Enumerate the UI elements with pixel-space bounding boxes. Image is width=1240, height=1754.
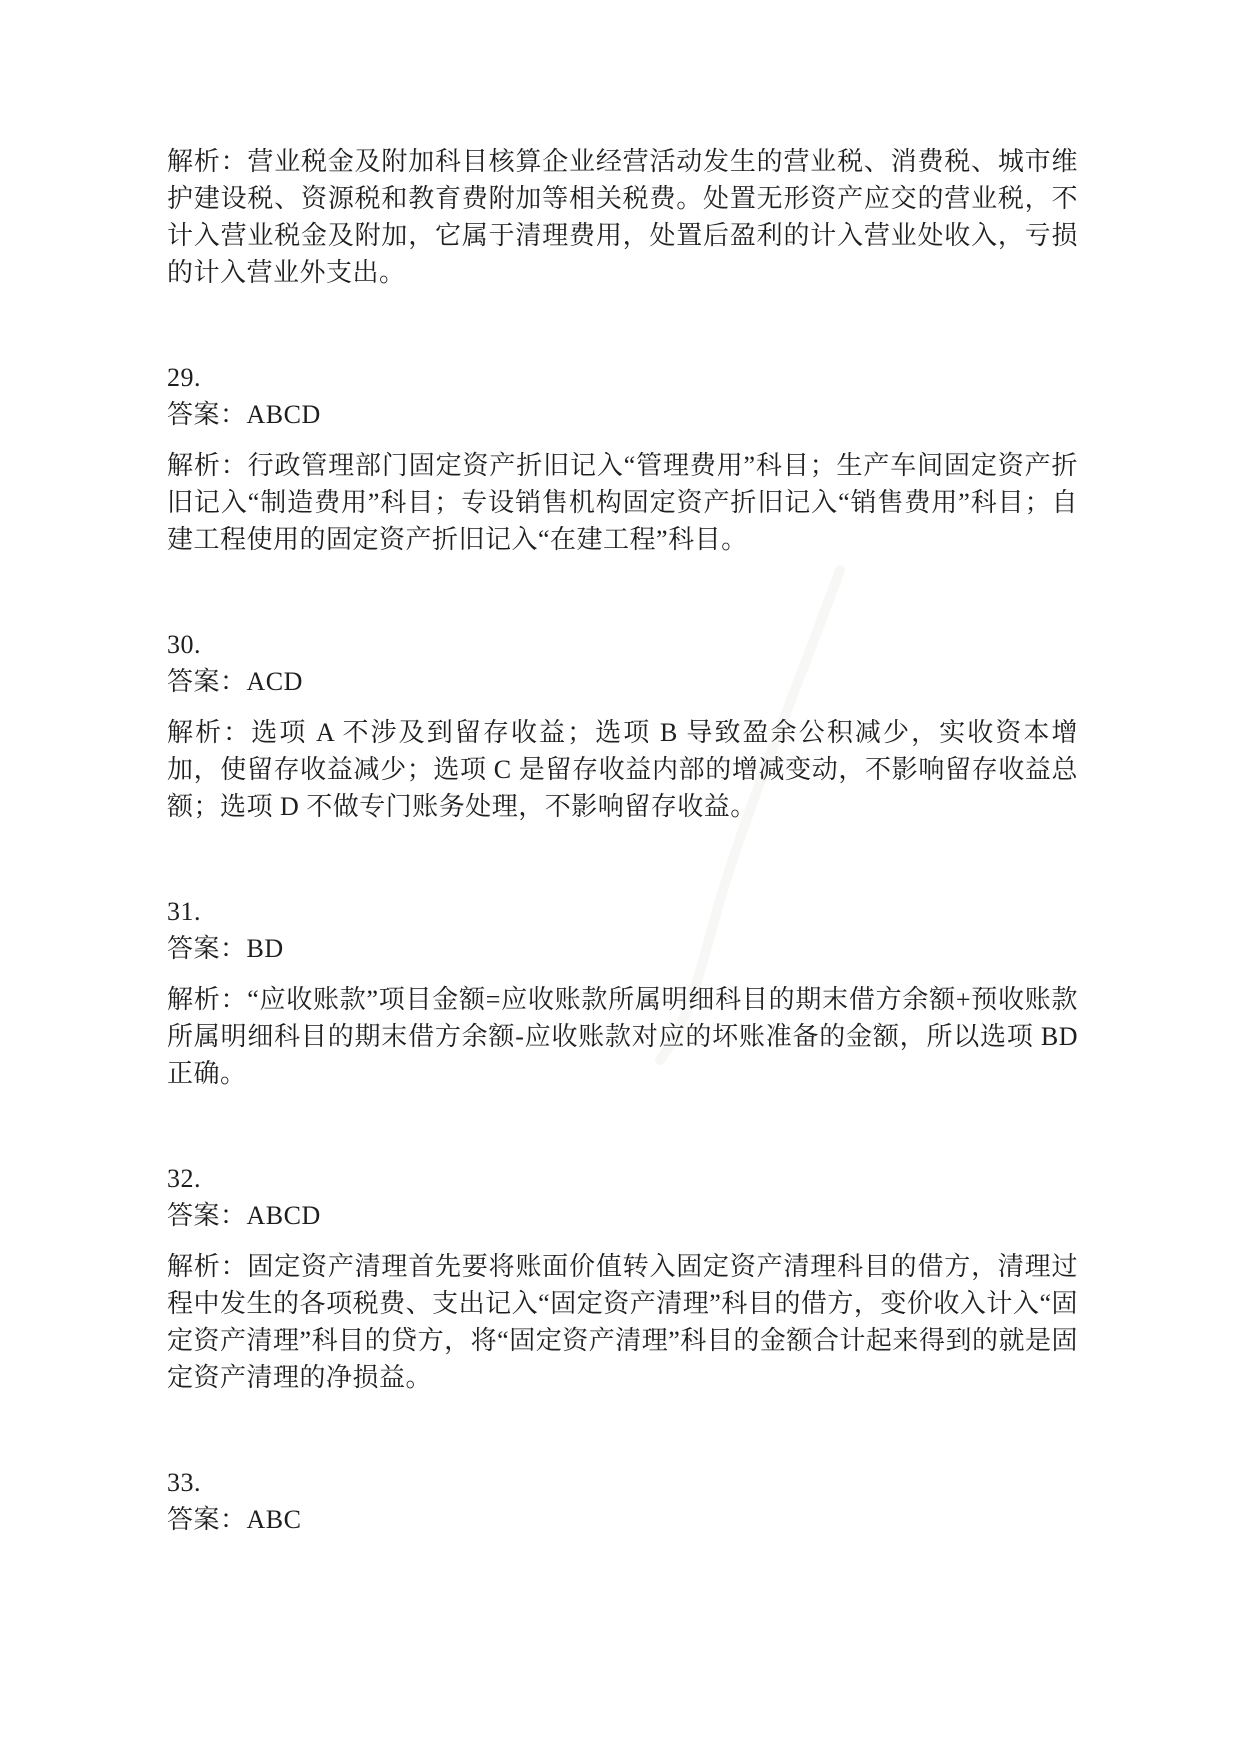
answer-value: ABCD <box>246 1201 321 1230</box>
explanation-label: 解析： <box>167 718 252 747</box>
answer-label: 答案： <box>167 667 247 696</box>
question-block-33 <box>167 1464 1078 1538</box>
answer-line <box>167 1197 1078 1234</box>
explanation-paragraph <box>167 447 1078 558</box>
explanation-text: 选项 A 不涉及到留存收益；选项 B 导致盈余公积减少，实收资本增加，使留存收益减少；选项 C 是留存收益内部的增减变动，不影响留存收益总额；选项 D 不做专门账务处理，不影响留存收益。 <box>167 718 1078 821</box>
answer-value: ABC <box>246 1505 302 1534</box>
question-block-29 <box>167 359 1078 558</box>
explanation-label: 解析： <box>167 147 248 176</box>
explanation-text: 营业税金及附加科目核算企业经营活动发生的营业税、消费税、城市维护建设税、资源税和教育费附加等相关税费。处置无形资产应交的营业税，不计入营业税金及附加，它属于清理费用，处置后盈利的计入营业处收入，亏损的计入营业外支出。 <box>167 147 1078 287</box>
answer-label: 答案： <box>167 934 247 963</box>
explanation-text: 行政管理部门固定资产折旧记入“管理费用”科目；生产车间固定资产折旧记入“制造费用”科目；专设销售机构固定资产折旧记入“销售费用”科目；自建工程使用的固定资产折旧记入“在建工程”科目。 <box>167 451 1078 554</box>
question-number: 30. <box>167 630 201 659</box>
question-number: 32. <box>167 1164 201 1193</box>
explanation-paragraph <box>167 1248 1078 1396</box>
answer-label: 答案： <box>167 1505 247 1534</box>
page-content <box>167 143 1078 1538</box>
explanation-text: 固定资产清理首先要将账面价值转入固定资产清理科目的借方，清理过程中发生的各项税费、支出记入“固定资产清理”科目的借方，变价收入计入“固定资产清理”科目的贷方，将“固定资产清理”科目的金额合计起来得到的就是固定资产清理的净损益。 <box>167 1252 1078 1392</box>
explanation-label: 解析： <box>167 985 248 1014</box>
explanation-text: “应收账款”项目金额=应收账款所属明细科目的期末借方余额+预收账款所属明细科目的期末借方余额-应收账款对应的坏账准备的金额，所以选项 BD 正确。 <box>167 985 1078 1088</box>
answer-line <box>167 930 1078 967</box>
explanation-paragraph <box>167 714 1078 825</box>
question-number: 33. <box>167 1468 201 1497</box>
question-number: 31. <box>167 897 201 926</box>
explanation-paragraph <box>167 981 1078 1092</box>
answer-value: ACD <box>246 667 303 696</box>
answer-value: ABCD <box>246 400 321 429</box>
answer-line <box>167 396 1078 433</box>
question-block-30 <box>167 626 1078 825</box>
answer-label: 答案： <box>167 1201 247 1230</box>
answer-line <box>167 663 1078 700</box>
answer-value: BD <box>246 934 284 963</box>
explanation-label: 解析： <box>167 1252 248 1281</box>
question-number: 29. <box>167 363 201 392</box>
question-block-32 <box>167 1160 1078 1396</box>
explanation-label: 解析： <box>167 451 248 480</box>
answer-label: 答案： <box>167 400 247 429</box>
answer-line <box>167 1501 1078 1538</box>
question-block-31 <box>167 893 1078 1092</box>
intro-explanation-paragraph <box>167 143 1078 291</box>
